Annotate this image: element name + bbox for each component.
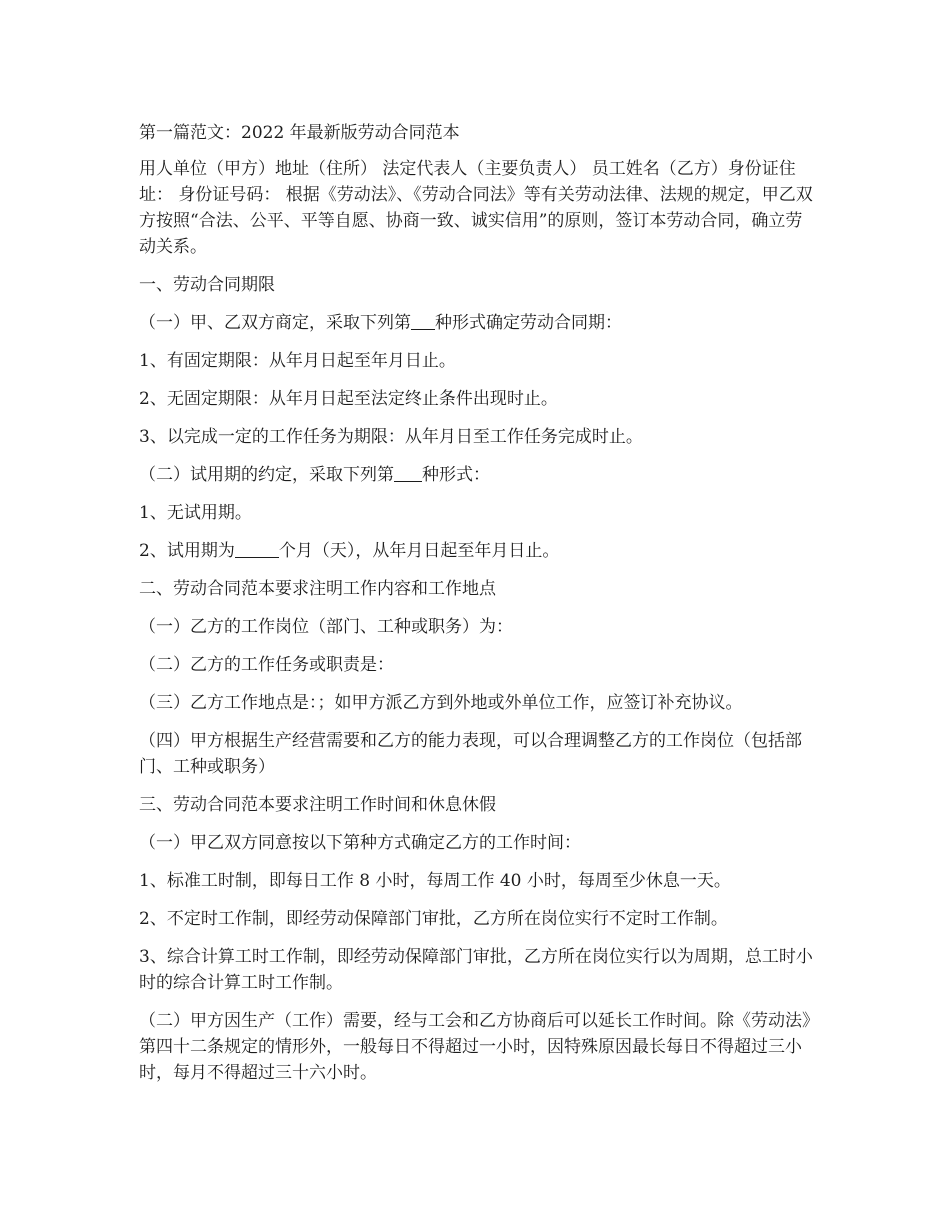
intro-paragraph: 用人单位（甲方）地址（住所） 法定代表人（主要负责人） 员工姓名（乙方）身份证住址： 身份证号码： 根据《劳动法》、《劳动合同法》等有关劳动法律、法规的规定，甲乙双方按照“合法、公平、平等自愿、协商一致、诚实信用”的原则，签订本劳动合同，确立劳动关系。 bbox=[139, 159, 813, 257]
blank-line bbox=[235, 539, 279, 558]
document-title: 第一篇范文：2022 年最新版劳动合同范本 bbox=[139, 123, 460, 143]
clause-text: 2、试用期为 bbox=[139, 541, 235, 561]
section-2-clause-3: （三）乙方工作地点是：；如甲方派乙方到外地或外单位工作，应签订补充协议。 bbox=[139, 693, 743, 713]
clause-text: 种形式确定劳动合同期： bbox=[435, 313, 622, 333]
clause-text: （一）甲、乙双方商定，采取下列第 bbox=[139, 313, 411, 333]
trial-item-1: 1、无试用期。 bbox=[139, 503, 252, 523]
clause-text: 种形式： bbox=[422, 465, 490, 485]
blank-line bbox=[394, 463, 422, 482]
blank-line bbox=[411, 311, 435, 330]
section-3-clause-1: （一）甲乙双方同意按以下第种方式确定乙方的工作时间： bbox=[139, 833, 581, 853]
section-3-item-1: 1、标准工时制，即每日工作 8 小时，每周工作 40 小时，每周至少休息一天。 bbox=[139, 871, 731, 891]
clause-text: 个月（天），从年月日起至年月日止。 bbox=[278, 541, 560, 561]
section-2-heading: 二、劳动合同范本要求注明工作内容和工作地点 bbox=[139, 579, 496, 599]
section-1-clause-2 bbox=[139, 462, 819, 488]
clause-text: （二）试用期的约定，采取下列第 bbox=[139, 465, 394, 485]
section-1-clause-1 bbox=[139, 310, 819, 336]
section-1-item-1: 1、有固定期限：从年月日起至年月日止。 bbox=[139, 351, 456, 371]
section-1-item-2: 2、无固定期限：从年月日起至法定终止条件出现时止。 bbox=[139, 389, 558, 409]
section-3-item-3: 3、综合计算工时工作制，即经劳动保障部门审批，乙方所在岗位实行以为周期，总工时小时的综合计算工时工作制。 bbox=[139, 947, 813, 993]
document-body bbox=[139, 120, 819, 1098]
section-3-item-2: 2、不定时工作制，即经劳动保障部门审批，乙方所在岗位实行不定时工作制。 bbox=[139, 909, 728, 929]
section-2-clause-2: （二）乙方的工作任务或职责是： bbox=[139, 655, 394, 675]
trial-item-2 bbox=[139, 538, 819, 564]
section-2-clause-4: （四）甲方根据生产经营需要和乙方的能力表现，可以合理调整乙方的工作岗位（包括部门、工种或职务） bbox=[139, 731, 802, 777]
section-3-clause-2: （二）甲方因生产（工作）需要，经与工会和乙方协商后可以延长工作时间。除《劳动法》第四十二条规定的情形外，一般每日不得超过一小时，因特殊原因最长每日不得超过三小时，每月不得超过三十六小时。 bbox=[139, 1011, 819, 1083]
section-2-clause-1: （一）乙方的工作岗位（部门、工种或职务）为： bbox=[139, 617, 513, 637]
section-3-heading: 三、劳动合同范本要求注明工作时间和休息休假 bbox=[139, 795, 496, 815]
section-1-item-3: 3、以完成一定的工作任务为期限：从年月日至工作任务完成时止。 bbox=[139, 427, 643, 447]
section-1-heading: 一、劳动合同期限 bbox=[139, 275, 275, 295]
